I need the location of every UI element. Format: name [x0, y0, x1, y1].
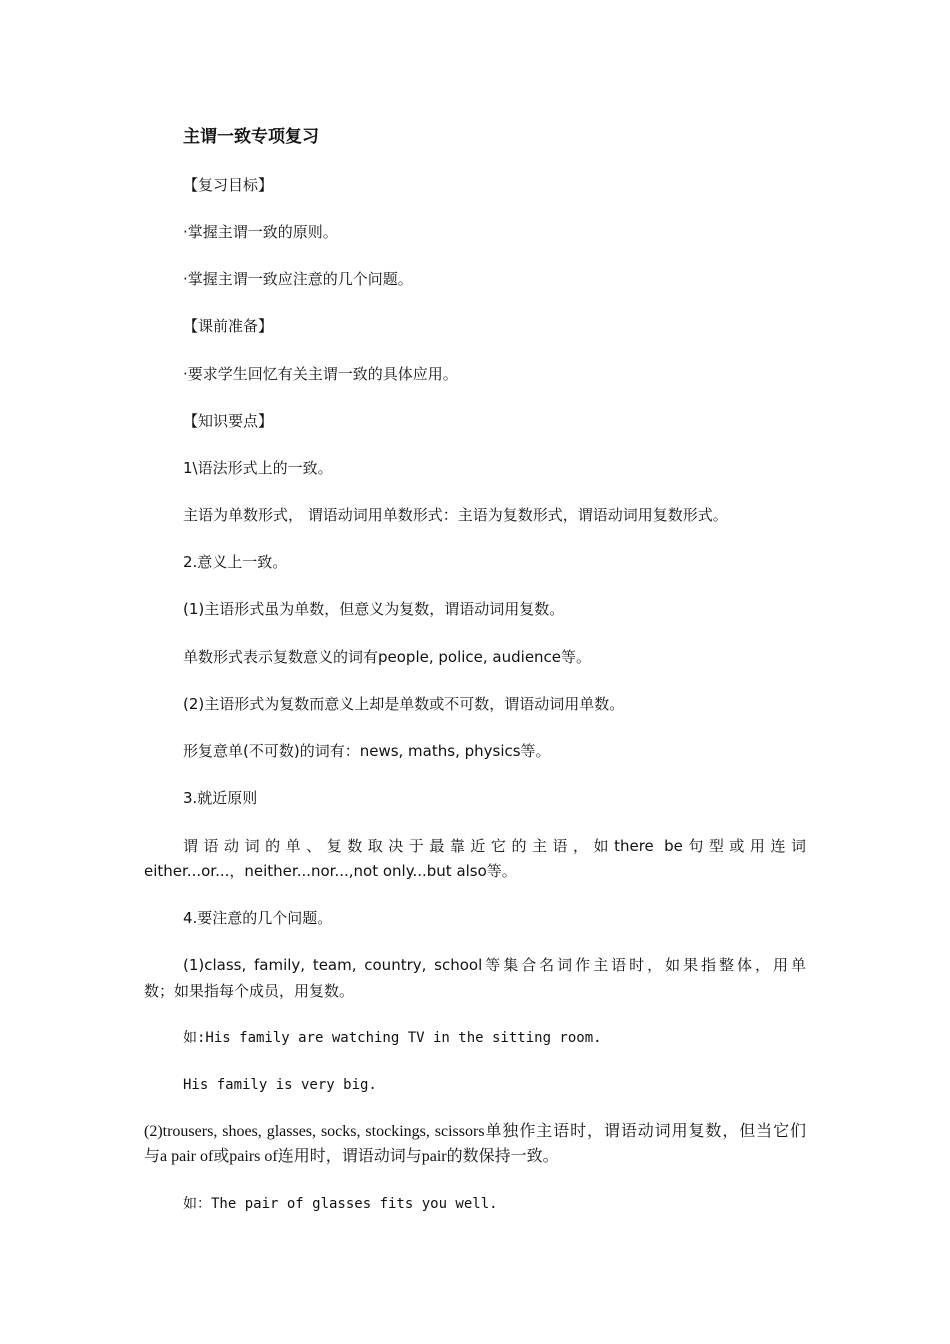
point-2-heading: 2.意义上一致。: [183, 553, 288, 571]
point-2-sub1: (1)主语形式虽为单数，但意义为复数，谓语动词用复数。: [183, 600, 565, 618]
section-heading-prep: 【课前准备】: [183, 317, 274, 335]
point-1-text: 主语为单数形式， 谓语动词用单数形式：主语为复数形式，谓语动词用复数形式。: [183, 506, 728, 524]
goal-item-1: ·掌握主谓一致的原则。: [183, 223, 338, 241]
point-4-sub1-line-1: (1)class, family, team, country, school等集合名词作主语时，如果指整体，用单: [183, 956, 806, 974]
section-heading-goals: 【复习目标】: [183, 176, 274, 194]
point-4-heading: 4.要注意的几个问题。: [183, 909, 333, 927]
point-4-sub2-line-1: (2)trousers, shoes, glasses, socks, stockings, scissors单独作主语时，谓语动词用复数，但当它们: [144, 1123, 806, 1140]
point-4-sub1-line-2: 数；如果指每个成员，用复数。: [144, 982, 355, 1000]
point-4-sub1-example-1: 如:His family are watching TV in the sitting room.: [183, 1030, 602, 1046]
point-2-sub2: (2)主语形式为复数而意义上却是单数或不可数，谓语动词用单数。: [183, 695, 625, 713]
document-title: 主谓一致专项复习: [183, 127, 319, 147]
point-4-sub2-line-2: 与a pair of或pairs of连用时，谓语动词与pair的数保持一致。: [144, 1148, 559, 1165]
point-3-text-line-2: either...or...，neither...nor...,not only...but also等。: [144, 862, 517, 880]
point-4-sub2-example-1: 如：The pair of glasses fits you well.: [183, 1196, 498, 1212]
point-4-sub1-example-2: His family is very big.: [183, 1077, 377, 1093]
point-1-heading: 1\语法形式上的一致。: [183, 459, 333, 477]
goal-item-2: ·掌握主谓一致应注意的几个问题。: [183, 270, 413, 288]
point-3-heading: 3.就近原则: [183, 789, 258, 807]
point-3-text-line-1: 谓语动词的单、复数取决于最靠近它的主语，如there be句型或用连词: [183, 837, 806, 855]
point-2-sub2-example: 形复意单(不可数)的词有：news, maths, physics等。: [183, 742, 551, 760]
point-2-sub1-example: 单数形式表示复数意义的词有people, police, audience等。: [183, 648, 592, 666]
section-heading-points: 【知识要点】: [183, 412, 274, 430]
prep-item-1: ·要求学生回忆有关主谓一致的具体应用。: [183, 365, 458, 383]
